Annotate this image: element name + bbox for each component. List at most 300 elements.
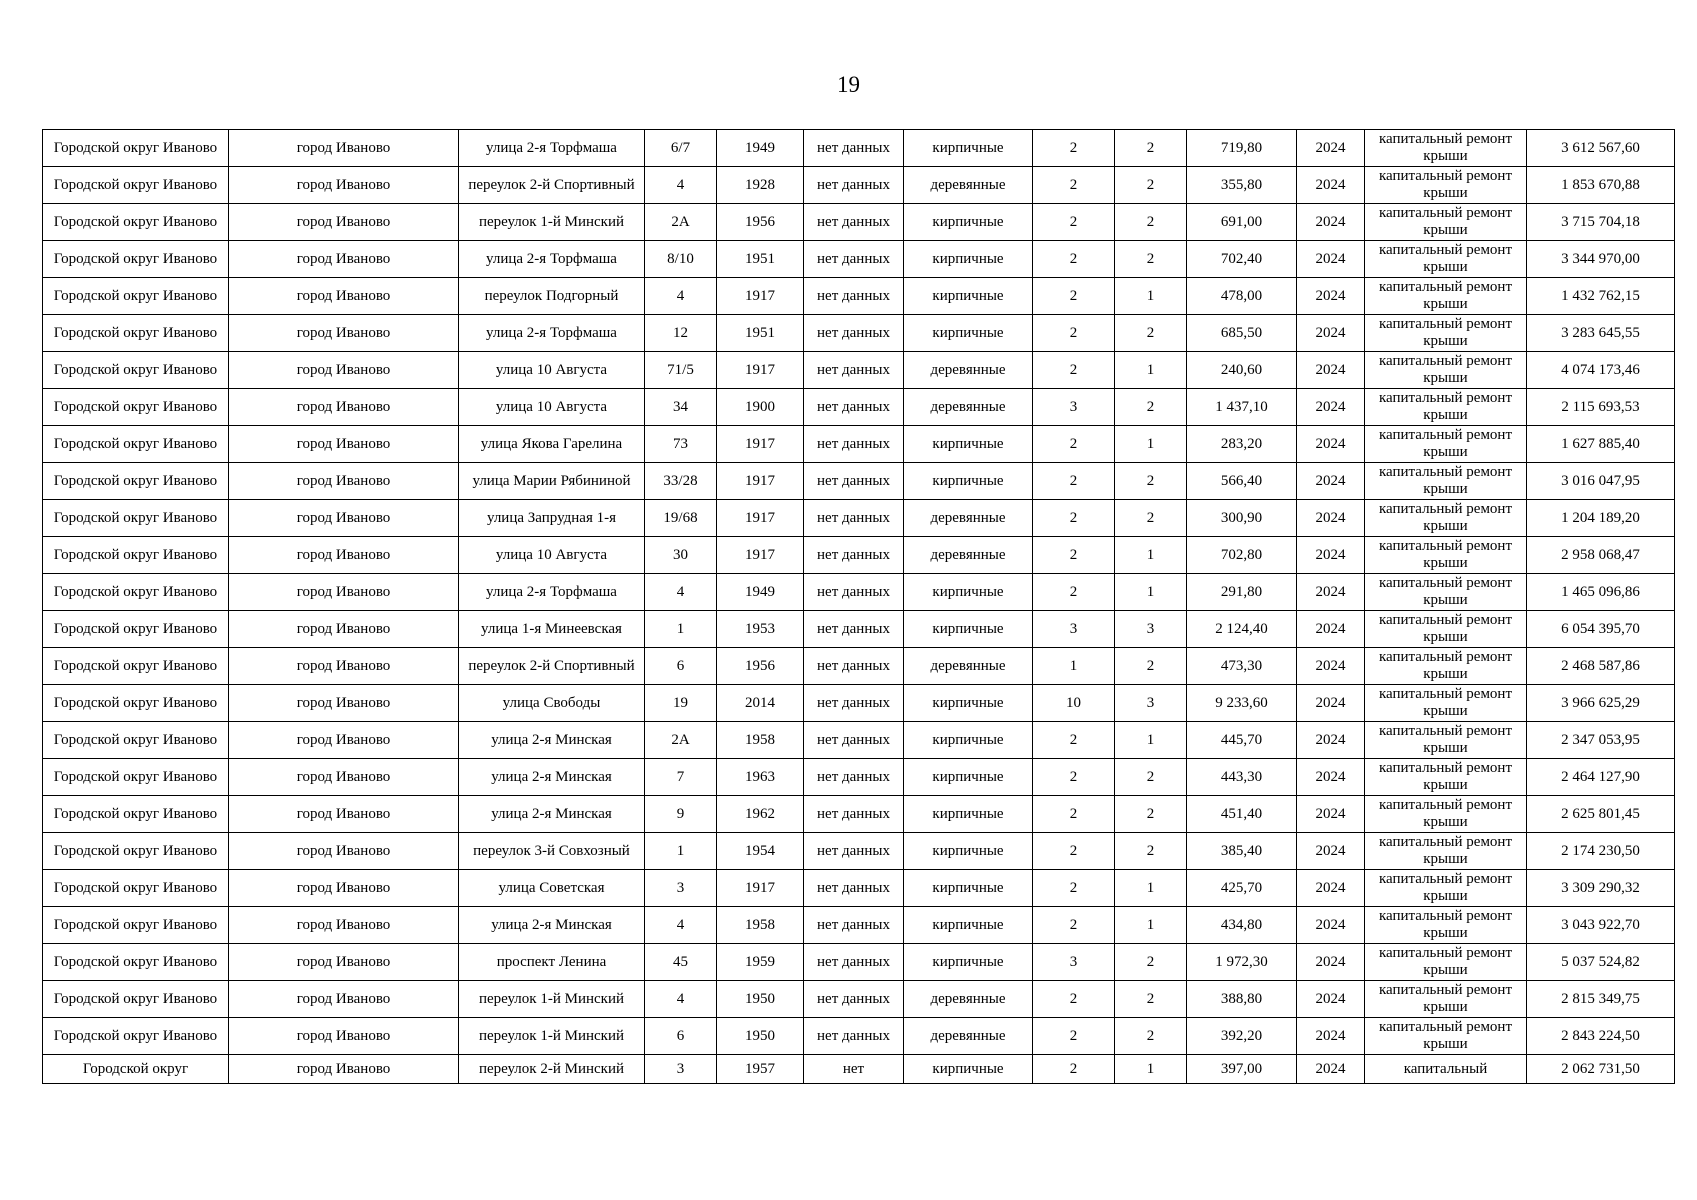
table-row (43, 130, 1675, 167)
plan-year-cell: 2024 (1297, 315, 1365, 352)
plan-year-cell: 2024 (1297, 685, 1365, 722)
area-cell: 291,80 (1187, 574, 1297, 611)
floors-cell: 2 (1033, 204, 1115, 241)
house-number-cell: 9 (645, 796, 717, 833)
cost-cell: 2 174 230,50 (1527, 833, 1675, 870)
floors-cell: 2 (1033, 426, 1115, 463)
street-cell: улица 1-я Минеевская (459, 611, 645, 648)
area-cell: 478,00 (1187, 278, 1297, 315)
area-cell: 425,70 (1187, 870, 1297, 907)
municipality-cell: Городской округ Иваново (43, 500, 229, 537)
settlement-cell: город Иваново (229, 426, 459, 463)
plan-year-cell: 2024 (1297, 981, 1365, 1018)
area-cell: 1 437,10 (1187, 389, 1297, 426)
settlement-cell: город Иваново (229, 759, 459, 796)
year-built-cell: 1958 (717, 907, 804, 944)
floors-cell: 2 (1033, 352, 1115, 389)
entrances-cell: 2 (1115, 648, 1187, 685)
table-row (43, 759, 1675, 796)
year-built-cell: 1917 (717, 352, 804, 389)
floors-cell: 2 (1033, 130, 1115, 167)
year-commissioned-cell: нет данных (804, 463, 904, 500)
work-type-cell: капитальный (1365, 1055, 1527, 1084)
cost-cell: 3 043 922,70 (1527, 907, 1675, 944)
year-commissioned-cell: нет данных (804, 759, 904, 796)
area-cell: 2 124,40 (1187, 611, 1297, 648)
year-built-cell: 1900 (717, 389, 804, 426)
entrances-cell: 2 (1115, 315, 1187, 352)
work-type-cell: капитальный ремонт крыши (1365, 574, 1527, 611)
entrances-cell: 1 (1115, 574, 1187, 611)
entrances-cell: 2 (1115, 500, 1187, 537)
settlement-cell: город Иваново (229, 833, 459, 870)
street-cell: улица 10 Августа (459, 352, 645, 389)
area-cell: 397,00 (1187, 1055, 1297, 1084)
work-type-cell: капитальный ремонт крыши (1365, 500, 1527, 537)
table-row (43, 278, 1675, 315)
entrances-cell: 1 (1115, 1055, 1187, 1084)
work-type-cell: капитальный ремонт крыши (1365, 426, 1527, 463)
street-cell: проспект Ленина (459, 944, 645, 981)
year-commissioned-cell: нет данных (804, 1018, 904, 1055)
floors-cell: 2 (1033, 722, 1115, 759)
area-cell: 300,90 (1187, 500, 1297, 537)
work-type-cell: капитальный ремонт крыши (1365, 204, 1527, 241)
floors-cell: 2 (1033, 500, 1115, 537)
entrances-cell: 2 (1115, 241, 1187, 278)
table-row (43, 204, 1675, 241)
entrances-cell: 1 (1115, 722, 1187, 759)
floors-cell: 1 (1033, 648, 1115, 685)
street-cell: переулок 2-й Спортивный (459, 167, 645, 204)
municipality-cell: Городской округ Иваново (43, 648, 229, 685)
house-number-cell: 19/68 (645, 500, 717, 537)
cost-cell: 2 958 068,47 (1527, 537, 1675, 574)
work-type-cell: капитальный ремонт крыши (1365, 796, 1527, 833)
area-cell: 685,50 (1187, 315, 1297, 352)
year-built-cell: 1917 (717, 278, 804, 315)
house-number-cell: 3 (645, 870, 717, 907)
plan-year-cell: 2024 (1297, 611, 1365, 648)
municipality-cell: Городской округ Иваново (43, 463, 229, 500)
year-built-cell: 1917 (717, 870, 804, 907)
entrances-cell: 2 (1115, 759, 1187, 796)
year-commissioned-cell: нет данных (804, 574, 904, 611)
table-row (43, 1018, 1675, 1055)
cost-cell: 3 016 047,95 (1527, 463, 1675, 500)
table-row (43, 241, 1675, 278)
house-number-cell: 7 (645, 759, 717, 796)
area-cell: 388,80 (1187, 981, 1297, 1018)
plan-year-cell: 2024 (1297, 130, 1365, 167)
floors-cell: 2 (1033, 278, 1115, 315)
cost-cell: 3 612 567,60 (1527, 130, 1675, 167)
entrances-cell: 2 (1115, 796, 1187, 833)
plan-year-cell: 2024 (1297, 426, 1365, 463)
wall-material-cell: кирпичные (904, 130, 1033, 167)
cost-cell: 1 432 762,15 (1527, 278, 1675, 315)
work-type-cell: капитальный ремонт крыши (1365, 278, 1527, 315)
wall-material-cell: деревянные (904, 981, 1033, 1018)
municipality-cell: Городской округ Иваново (43, 833, 229, 870)
street-cell: улица Советская (459, 870, 645, 907)
year-built-cell: 1954 (717, 833, 804, 870)
area-cell: 451,40 (1187, 796, 1297, 833)
floors-cell: 2 (1033, 463, 1115, 500)
street-cell: улица 2-я Торфмаша (459, 315, 645, 352)
house-number-cell: 2А (645, 204, 717, 241)
floors-cell: 2 (1033, 537, 1115, 574)
work-type-cell: капитальный ремонт крыши (1365, 611, 1527, 648)
table-row (43, 833, 1675, 870)
cost-cell: 3 283 645,55 (1527, 315, 1675, 352)
municipality-cell: Городской округ Иваново (43, 278, 229, 315)
entrances-cell: 2 (1115, 167, 1187, 204)
table-row (43, 648, 1675, 685)
street-cell: улица 2-я Минская (459, 722, 645, 759)
year-built-cell: 1963 (717, 759, 804, 796)
plan-year-cell: 2024 (1297, 352, 1365, 389)
plan-year-cell: 2024 (1297, 278, 1365, 315)
street-cell: переулок 1-й Минский (459, 1018, 645, 1055)
municipality-cell: Городской округ Иваново (43, 130, 229, 167)
cost-cell: 2 843 224,50 (1527, 1018, 1675, 1055)
wall-material-cell: кирпичные (904, 611, 1033, 648)
settlement-cell: город Иваново (229, 722, 459, 759)
municipality-cell: Городской округ Иваново (43, 907, 229, 944)
work-type-cell: капитальный ремонт крыши (1365, 315, 1527, 352)
work-type-cell: капитальный ремонт крыши (1365, 130, 1527, 167)
year-built-cell: 1917 (717, 426, 804, 463)
work-type-cell: капитальный ремонт крыши (1365, 352, 1527, 389)
settlement-cell: город Иваново (229, 352, 459, 389)
house-number-cell: 12 (645, 315, 717, 352)
wall-material-cell: кирпичные (904, 463, 1033, 500)
table-row (43, 685, 1675, 722)
table-row (43, 426, 1675, 463)
wall-material-cell: деревянные (904, 500, 1033, 537)
entrances-cell: 2 (1115, 1018, 1187, 1055)
plan-year-cell: 2024 (1297, 463, 1365, 500)
floors-cell: 2 (1033, 870, 1115, 907)
table-row (43, 167, 1675, 204)
settlement-cell: город Иваново (229, 611, 459, 648)
year-commissioned-cell: нет данных (804, 500, 904, 537)
street-cell: улица 10 Августа (459, 389, 645, 426)
house-number-cell: 4 (645, 574, 717, 611)
municipality-cell: Городской округ Иваново (43, 944, 229, 981)
floors-cell: 10 (1033, 685, 1115, 722)
municipality-cell: Городской округ Иваново (43, 796, 229, 833)
municipality-cell: Городской округ Иваново (43, 241, 229, 278)
floors-cell: 2 (1033, 833, 1115, 870)
settlement-cell: город Иваново (229, 870, 459, 907)
street-cell: переулок Подгорный (459, 278, 645, 315)
year-commissioned-cell: нет данных (804, 981, 904, 1018)
year-commissioned-cell: нет данных (804, 722, 904, 759)
table-row (43, 574, 1675, 611)
house-number-cell: 6/7 (645, 130, 717, 167)
entrances-cell: 2 (1115, 130, 1187, 167)
wall-material-cell: кирпичные (904, 722, 1033, 759)
floors-cell: 2 (1033, 907, 1115, 944)
work-type-cell: капитальный ремонт крыши (1365, 685, 1527, 722)
area-cell: 473,30 (1187, 648, 1297, 685)
plan-year-cell: 2024 (1297, 389, 1365, 426)
plan-year-cell: 2024 (1297, 722, 1365, 759)
plan-year-cell: 2024 (1297, 944, 1365, 981)
wall-material-cell: кирпичные (904, 759, 1033, 796)
floors-cell: 2 (1033, 1018, 1115, 1055)
municipality-cell: Городской округ Иваново (43, 204, 229, 241)
plan-year-cell: 2024 (1297, 167, 1365, 204)
plan-year-cell: 2024 (1297, 870, 1365, 907)
plan-year-cell: 2024 (1297, 500, 1365, 537)
settlement-cell: город Иваново (229, 1055, 459, 1084)
wall-material-cell: кирпичные (904, 796, 1033, 833)
cost-cell: 1 627 885,40 (1527, 426, 1675, 463)
cost-cell: 6 054 395,70 (1527, 611, 1675, 648)
cost-cell: 3 309 290,32 (1527, 870, 1675, 907)
floors-cell: 2 (1033, 241, 1115, 278)
cost-cell: 2 625 801,45 (1527, 796, 1675, 833)
wall-material-cell: кирпичные (904, 907, 1033, 944)
work-type-cell: капитальный ремонт крыши (1365, 722, 1527, 759)
plan-year-cell: 2024 (1297, 648, 1365, 685)
year-built-cell: 1949 (717, 130, 804, 167)
entrances-cell: 2 (1115, 463, 1187, 500)
settlement-cell: город Иваново (229, 204, 459, 241)
year-commissioned-cell: нет данных (804, 870, 904, 907)
table-body (43, 130, 1675, 1084)
wall-material-cell: кирпичные (904, 204, 1033, 241)
year-commissioned-cell: нет (804, 1055, 904, 1084)
work-type-cell: капитальный ремонт крыши (1365, 648, 1527, 685)
year-commissioned-cell: нет данных (804, 426, 904, 463)
year-commissioned-cell: нет данных (804, 204, 904, 241)
house-number-cell: 73 (645, 426, 717, 463)
settlement-cell: город Иваново (229, 389, 459, 426)
cost-cell: 5 037 524,82 (1527, 944, 1675, 981)
municipality-cell: Городской округ (43, 1055, 229, 1084)
wall-material-cell: кирпичные (904, 870, 1033, 907)
plan-year-cell: 2024 (1297, 537, 1365, 574)
settlement-cell: город Иваново (229, 981, 459, 1018)
table-row (43, 981, 1675, 1018)
cost-cell: 3 966 625,29 (1527, 685, 1675, 722)
floors-cell: 2 (1033, 759, 1115, 796)
plan-year-cell: 2024 (1297, 907, 1365, 944)
year-commissioned-cell: нет данных (804, 537, 904, 574)
year-built-cell: 2014 (717, 685, 804, 722)
year-built-cell: 1951 (717, 241, 804, 278)
year-built-cell: 1953 (717, 611, 804, 648)
plan-year-cell: 2024 (1297, 759, 1365, 796)
cost-cell: 3 715 704,18 (1527, 204, 1675, 241)
municipality-cell: Городской округ Иваново (43, 389, 229, 426)
year-built-cell: 1917 (717, 463, 804, 500)
work-type-cell: капитальный ремонт крыши (1365, 981, 1527, 1018)
year-built-cell: 1958 (717, 722, 804, 759)
cost-cell: 2 347 053,95 (1527, 722, 1675, 759)
house-number-cell: 4 (645, 907, 717, 944)
work-type-cell: капитальный ремонт крыши (1365, 1018, 1527, 1055)
municipality-cell: Городской округ Иваново (43, 574, 229, 611)
plan-year-cell: 2024 (1297, 1055, 1365, 1084)
table-row (43, 907, 1675, 944)
plan-year-cell: 2024 (1297, 241, 1365, 278)
house-number-cell: 45 (645, 944, 717, 981)
year-commissioned-cell: нет данных (804, 648, 904, 685)
year-built-cell: 1928 (717, 167, 804, 204)
table-row (43, 500, 1675, 537)
year-commissioned-cell: нет данных (804, 611, 904, 648)
year-commissioned-cell: нет данных (804, 796, 904, 833)
municipality-cell: Городской округ Иваново (43, 1018, 229, 1055)
plan-year-cell: 2024 (1297, 796, 1365, 833)
plan-year-cell: 2024 (1297, 833, 1365, 870)
entrances-cell: 2 (1115, 204, 1187, 241)
settlement-cell: город Иваново (229, 167, 459, 204)
area-cell: 566,40 (1187, 463, 1297, 500)
year-commissioned-cell: нет данных (804, 944, 904, 981)
settlement-cell: город Иваново (229, 1018, 459, 1055)
entrances-cell: 1 (1115, 870, 1187, 907)
cost-cell: 1 465 096,86 (1527, 574, 1675, 611)
house-number-cell: 4 (645, 278, 717, 315)
year-commissioned-cell: нет данных (804, 315, 904, 352)
year-built-cell: 1917 (717, 537, 804, 574)
house-number-cell: 2А (645, 722, 717, 759)
entrances-cell: 1 (1115, 278, 1187, 315)
street-cell: переулок 2-й Минский (459, 1055, 645, 1084)
house-number-cell: 4 (645, 981, 717, 1018)
cost-cell: 2 815 349,75 (1527, 981, 1675, 1018)
year-commissioned-cell: нет данных (804, 130, 904, 167)
year-commissioned-cell: нет данных (804, 833, 904, 870)
house-number-cell: 33/28 (645, 463, 717, 500)
street-cell: улица 2-я Минская (459, 796, 645, 833)
area-cell: 283,20 (1187, 426, 1297, 463)
wall-material-cell: кирпичные (904, 241, 1033, 278)
cost-cell: 3 344 970,00 (1527, 241, 1675, 278)
entrances-cell: 2 (1115, 981, 1187, 1018)
area-cell: 1 972,30 (1187, 944, 1297, 981)
floors-cell: 3 (1033, 611, 1115, 648)
street-cell: улица Якова Гарелина (459, 426, 645, 463)
wall-material-cell: кирпичные (904, 426, 1033, 463)
settlement-cell: город Иваново (229, 685, 459, 722)
plan-year-cell: 2024 (1297, 574, 1365, 611)
year-commissioned-cell: нет данных (804, 907, 904, 944)
settlement-cell: город Иваново (229, 574, 459, 611)
year-commissioned-cell: нет данных (804, 352, 904, 389)
area-cell: 691,00 (1187, 204, 1297, 241)
wall-material-cell: кирпичные (904, 685, 1033, 722)
table-row (43, 315, 1675, 352)
area-cell: 443,30 (1187, 759, 1297, 796)
entrances-cell: 1 (1115, 352, 1187, 389)
settlement-cell: город Иваново (229, 796, 459, 833)
settlement-cell: город Иваново (229, 241, 459, 278)
entrances-cell: 2 (1115, 833, 1187, 870)
year-commissioned-cell: нет данных (804, 278, 904, 315)
settlement-cell: город Иваново (229, 537, 459, 574)
street-cell: улица 10 Августа (459, 537, 645, 574)
cost-cell: 1 204 189,20 (1527, 500, 1675, 537)
wall-material-cell: деревянные (904, 648, 1033, 685)
work-type-cell: капитальный ремонт крыши (1365, 944, 1527, 981)
cost-cell: 2 464 127,90 (1527, 759, 1675, 796)
year-commissioned-cell: нет данных (804, 685, 904, 722)
area-cell: 392,20 (1187, 1018, 1297, 1055)
table-row (43, 870, 1675, 907)
area-cell: 434,80 (1187, 907, 1297, 944)
wall-material-cell: деревянные (904, 389, 1033, 426)
settlement-cell: город Иваново (229, 907, 459, 944)
street-cell: улица Свободы (459, 685, 645, 722)
area-cell: 719,80 (1187, 130, 1297, 167)
settlement-cell: город Иваново (229, 944, 459, 981)
municipality-cell: Городской округ Иваново (43, 352, 229, 389)
year-built-cell: 1951 (717, 315, 804, 352)
entrances-cell: 2 (1115, 389, 1187, 426)
wall-material-cell: деревянные (904, 352, 1033, 389)
street-cell: улица Запрудная 1-я (459, 500, 645, 537)
year-built-cell: 1917 (717, 500, 804, 537)
street-cell: переулок 1-й Минский (459, 981, 645, 1018)
work-type-cell: капитальный ремонт крыши (1365, 389, 1527, 426)
year-commissioned-cell: нет данных (804, 389, 904, 426)
year-built-cell: 1956 (717, 204, 804, 241)
work-type-cell: капитальный ремонт крыши (1365, 759, 1527, 796)
entrances-cell: 1 (1115, 907, 1187, 944)
floors-cell: 2 (1033, 574, 1115, 611)
plan-year-cell: 2024 (1297, 1018, 1365, 1055)
floors-cell: 3 (1033, 944, 1115, 981)
year-built-cell: 1956 (717, 648, 804, 685)
year-built-cell: 1962 (717, 796, 804, 833)
wall-material-cell: деревянные (904, 537, 1033, 574)
house-number-cell: 6 (645, 1018, 717, 1055)
plan-year-cell: 2024 (1297, 204, 1365, 241)
settlement-cell: город Иваново (229, 278, 459, 315)
entrances-cell: 1 (1115, 537, 1187, 574)
table-row (43, 944, 1675, 981)
year-built-cell: 1949 (717, 574, 804, 611)
area-cell: 240,60 (1187, 352, 1297, 389)
work-type-cell: капитальный ремонт крыши (1365, 537, 1527, 574)
table-row (43, 537, 1675, 574)
municipality-cell: Городской округ Иваново (43, 167, 229, 204)
cost-cell: 2 062 731,50 (1527, 1055, 1675, 1084)
work-type-cell: капитальный ремонт крыши (1365, 907, 1527, 944)
house-number-cell: 34 (645, 389, 717, 426)
settlement-cell: город Иваново (229, 315, 459, 352)
house-number-cell: 30 (645, 537, 717, 574)
cost-cell: 2 468 587,86 (1527, 648, 1675, 685)
settlement-cell: город Иваново (229, 463, 459, 500)
wall-material-cell: кирпичные (904, 944, 1033, 981)
wall-material-cell: кирпичные (904, 315, 1033, 352)
municipality-cell: Городской округ Иваново (43, 315, 229, 352)
page-number: 19 (837, 72, 860, 97)
entrances-cell: 2 (1115, 944, 1187, 981)
settlement-cell: город Иваново (229, 500, 459, 537)
house-number-cell: 1 (645, 611, 717, 648)
floors-cell: 2 (1033, 1055, 1115, 1084)
street-cell: улица 2-я Минская (459, 759, 645, 796)
